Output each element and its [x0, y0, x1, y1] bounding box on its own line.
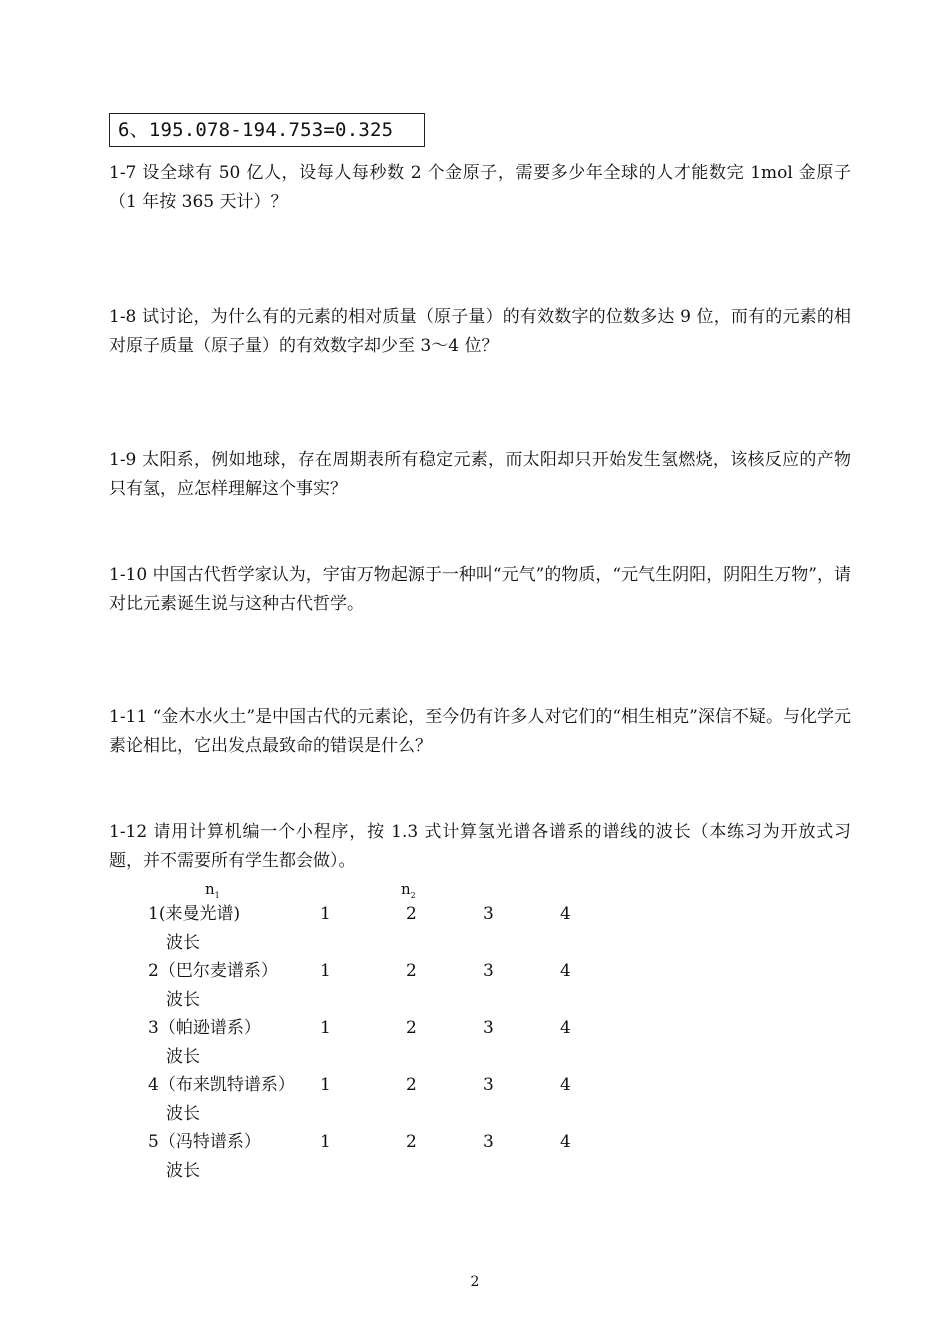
series-label: 5（冯特谱系） — [148, 1132, 261, 1152]
page-number: 2 — [470, 1274, 480, 1290]
table-cell: 3 — [483, 961, 494, 981]
table-cell: 2 — [406, 961, 417, 981]
table-cell: 3 — [483, 1075, 494, 1095]
table-cell: 3 — [483, 1132, 494, 1152]
table-cell: 1 — [320, 1132, 331, 1152]
header-n2: $n_2$ — [401, 880, 416, 900]
answer-box: 6、195.078-194.753=0.325 — [109, 113, 425, 147]
question-1-11: 1-11 “金木水火土”是中国古代的元素论，至今仍有许多人对它们的“相生相克”深信不疑。与化学元素论相比，它出发点最致命的错误是什么？ — [109, 707, 851, 756]
table-cell: 2 — [406, 1075, 417, 1095]
table-cell: 4 — [560, 1075, 571, 1095]
table-cell: 4 — [560, 1018, 571, 1038]
table-cell: 1 — [320, 961, 331, 981]
table-cell: 3 — [483, 1018, 494, 1038]
question-1-10: 1-10 中国古代哲学家认为，宇宙万物起源于一种叫“元气”的物质，“元气生阴阳，阴阳生万物”，请对比元素诞生说与这种古代哲学。 — [109, 565, 851, 614]
wavelength-label: 波长 — [166, 1161, 200, 1181]
wavelength-label: 波长 — [166, 990, 200, 1010]
series-label: 2（巴尔麦谱系） — [148, 961, 278, 981]
table-cell: 2 — [406, 1132, 417, 1152]
table-cell: 4 — [560, 961, 571, 981]
question-1-7: 1-7 设全球有 50 亿人，设每人每秒数 2 个金原子，需要多少年全球的人才能数完 1mol 金原子（1 年按 365 天计）？ — [109, 163, 851, 212]
series-label: 3（帕逊谱系） — [148, 1018, 261, 1038]
question-1-12: 1-12 请用计算机编一个小程序，按 1.3 式计算氢光谱各谱系的谱线的波长（本练习为开放式习题，并不需要所有学生都会做）。 — [109, 822, 851, 871]
wavelength-label: 波长 — [166, 1047, 200, 1067]
table-cell: 1 — [320, 1075, 331, 1095]
table-cell: 3 — [483, 904, 494, 924]
question-1-8: 1-8 试讨论，为什么有的元素的相对质量（原子量）的有效数字的位数多达 9 位，而有的元素的相对原子质量（原子量）的有效数字却少至 3～4 位？ — [109, 307, 851, 356]
wavelength-label: 波长 — [166, 1104, 200, 1124]
table-cell: 4 — [560, 904, 571, 924]
table-cell: 2 — [406, 1018, 417, 1038]
series-label: 1(来曼光谱) — [148, 904, 241, 924]
wavelength-label: 波长 — [166, 933, 200, 953]
series-label: 4（布来凯特谱系） — [148, 1075, 295, 1095]
table-cell: 4 — [560, 1132, 571, 1152]
header-n1: $n_1$ — [205, 880, 220, 900]
table-cell: 1 — [320, 1018, 331, 1038]
question-1-9: 1-9 太阳系，例如地球，存在周期表所有稳定元素，而太阳却只开始发生氢燃烧，该核反应的产物只有氢，应怎样理解这个事实？ — [109, 450, 851, 499]
table-cell: 1 — [320, 904, 331, 924]
table-cell: 2 — [406, 904, 417, 924]
